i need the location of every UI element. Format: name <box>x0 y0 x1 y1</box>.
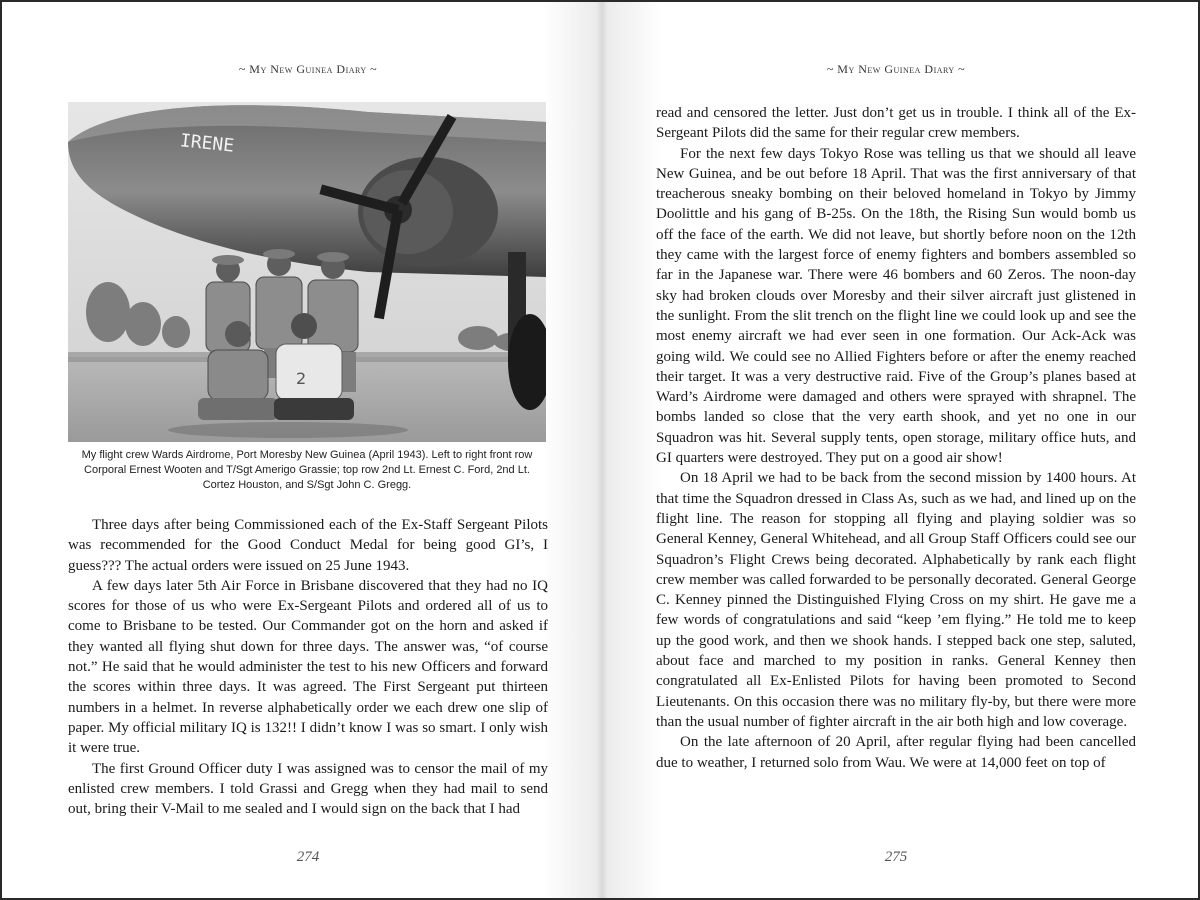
nose-art-text: IRENE <box>178 130 236 157</box>
left-paragraph-1: Three days after being Commissioned each of the Ex-Staff Sergeant Pilots was recommended for the Good Conduct Medal for being good GI’s, I guess??? The actual orders were issued on 25 June 1943. <box>68 517 548 574</box>
right-body-text <box>656 103 1136 773</box>
left-page <box>68 2 548 898</box>
crew-photo-illustration <box>68 102 546 442</box>
page-number-right: 275 <box>884 849 908 865</box>
right-paragraph-3: On the late afternoon of 20 April, after regular flying had been cancelled due to weather, I returned solo from Wau. We were at 14,000 feet on top of <box>656 734 1136 771</box>
page-number-left: 274 <box>296 849 320 865</box>
book-gutter <box>542 2 662 898</box>
crew-photo <box>68 102 546 442</box>
right-paragraph-2: On 18 April we had to be back from the second mission by 1400 hours. At that time the Squadron dressed in Class As, such as we had, and lined up on the flight line. The reason for stopping all flying and playing soldier was so General Kenney, General Whitehead, and all Group Staff Officers could see our Squadron’s Flight Crews being decorated. Alphabetically by rank each flight crew member was called forwarded to be personally decorated. General George C. Kenney pinned the Distinguished Flying Cross on my shirt. He gave me a few words of congratulations and said “keep ’em flying.” He told me to keep up the good work, and then we shook hands. I stepped back one step, saluted, about face and marched to my position in ranks. General Kenney then congratulated all Ex-Enlisted Pilots for having been promoted to Second Lieutenants. On this occasion there was no military fly-by, but there were more than the usual number of fighter aircraft in the air both high and low coverage. <box>656 470 1136 730</box>
right-continuation-paragraph: read and censored the letter. Just don’t get us in trouble. I think all of the Ex-Sergeant Pilots did the same for their regular crew members. <box>656 105 1136 142</box>
photo-caption: My flight crew Wards Airdrome, Port Moresby New Guinea (April 1943). Left to right front row Corporal Ernest Wooten and T/Sgt Amerigo Grassie; top row 2nd Lt. Ernest C. Ford, 2nd Lt. Cortez Houston, and S/Sgt John C. Gregg. <box>81 449 533 491</box>
left-paragraph-2: A few days later 5th Air Force in Brisbane discovered that they had no IQ scores for those of us who were Ex-Sergeant Pilots and ordered all of us to come to Brisbane to be tested. Our Commander got on the horn and asked if they wanted all flying shut down for three days. The answer was, “of course not.” He said that he would administer the test to his new Officers and forward the scores within three days. It was agreed. The First Sergeant put thirteen numbers in a helmet. In reverse alphabetically order we each drew one slip of paper. My official military IQ is 132!! I didn’t know I was so smart. I only wish it were true. <box>68 577 548 757</box>
running-head-left: ~ My New Guinea Diary ~ <box>238 62 378 76</box>
running-head-right: ~ My New Guinea Diary ~ <box>826 62 966 76</box>
right-paragraph-1: For the next few days Tokyo Rose was telling us that we should all leave New Guinea, and be out before 18 April. That was the first anniversary of that treacherous sneaky bombing on their beloved homeland in Tokyo by Jimmy Doolittle and his gang of B-25s. On the 18th, the Rising Sun would bomb us off the face of the earth. We did not leave, but shortly before noon on the 12th they came with the largest force of enemy fighters and bombers assembled so far in the Japanese war. There were 46 bombers and 60 Zeros. The noon-day sky had broken clouds over Moresby and their silver aircraft just glistened in the sunlight. From the slit trench on the flight line we could look up and see the most enemy aircraft we had ever seen in one formation. Our Ack-Ack was going wild. We could see no Allied Fighters before or after the enemy reached their target. It was a very destructive raid. Five of the Group’s planes based at Ward’s Airdrome were damaged and others were sprayed with shrapnel. The bombs landed so close that the very earth shook, and yet no one in our Squadron was hit. Several supply tents, open storage, military office huts, and GI quarters were destroyed. They put on a good air show! <box>656 145 1136 467</box>
left-body-text <box>68 515 548 819</box>
left-paragraph-3: The first Ground Officer duty I was assigned was to censor the mail of my enlisted crew members. I told Grassi and Gregg when they had mail to send out, bring their V-Mail to me sealed and I would sign on the back that I had <box>68 760 548 818</box>
right-page <box>656 2 1136 898</box>
svg-text:2: 2 <box>296 369 307 388</box>
